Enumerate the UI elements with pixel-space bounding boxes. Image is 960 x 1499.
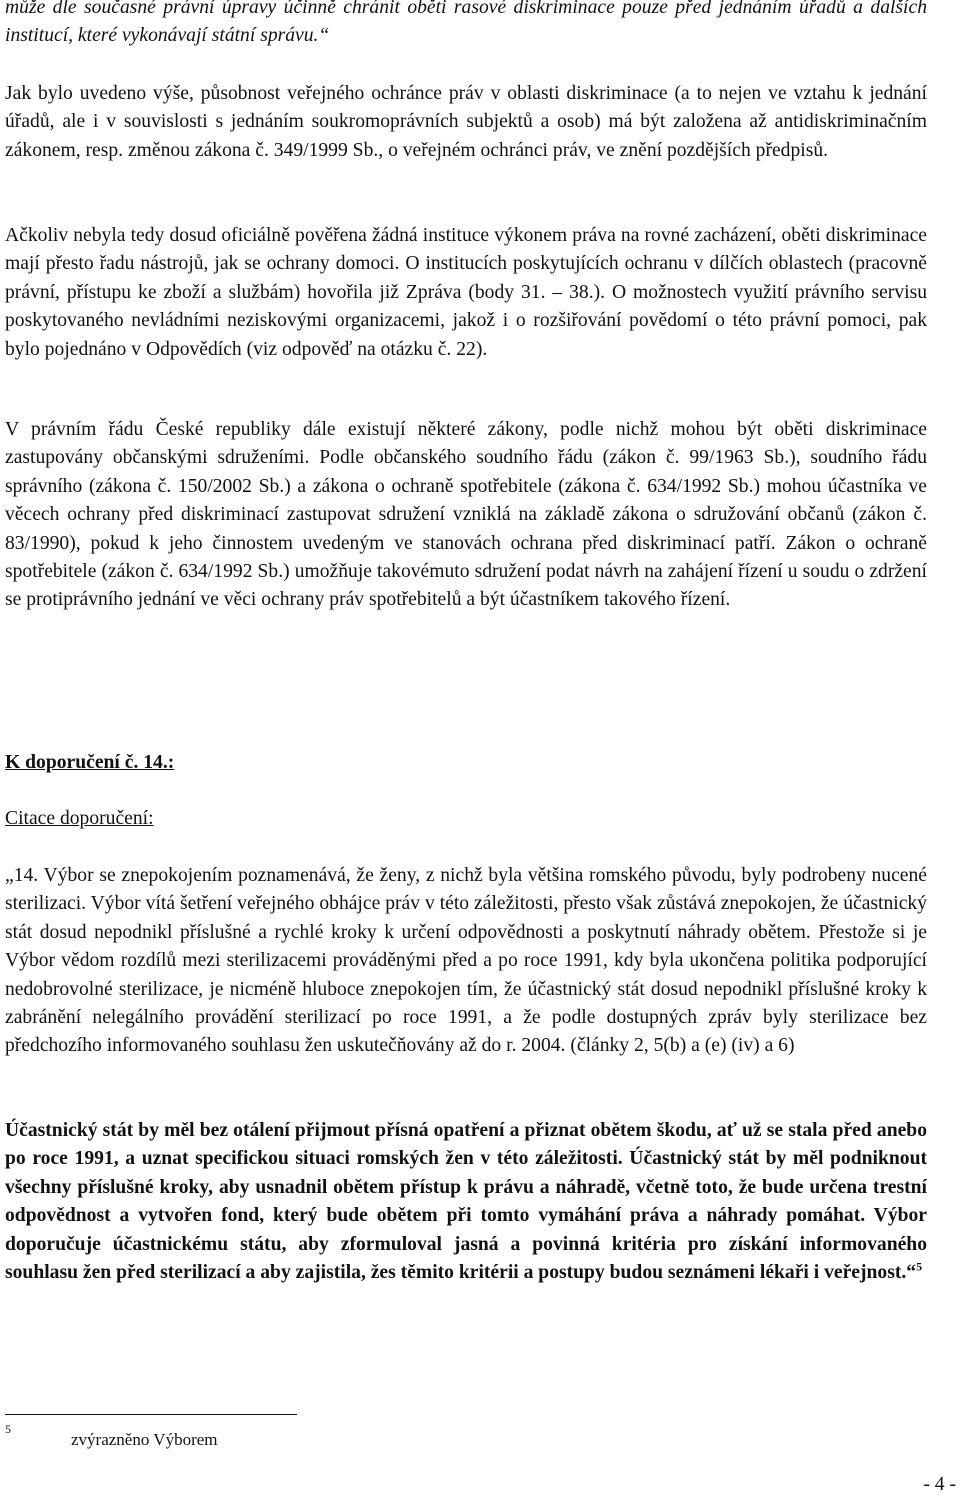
section-heading: K doporučení č. 14.: [5, 752, 175, 773]
footnote-number: 5 [5, 1422, 11, 1436]
footnote-reference[interactable]: 5 [916, 1259, 923, 1274]
page-number: - 4 - [923, 1474, 956, 1495]
section-recommendation [5, 1117, 927, 1287]
section-ombudsman [5, 80, 927, 165]
paragraph-ombudsman: Jak bylo uvedeno výše, působnost veřejného ochránce práv v oblasti diskriminace (a to nejen ve vztahu k jednání úřadů, ale i v souvislosti s jednáním soukromoprávních subjektů a osob) má být založena až antidiskriminačním zákonem, resp. změnou zákona č. 349/1999 Sb., o veřejném ochránci práv, ve znění pozdějších předpisů. [5, 83, 927, 161]
section-institutions [5, 222, 927, 364]
citation-paragraph: „14. Výbor se znepokojením poznamenává, že ženy, z nichž byla většina romského původu, byly podrobeny nucené sterilizaci. Výbor vítá šetření veřejného obhájce práv v této záležitosti, přesto však zůstává znepokojen, že účastnický stát dosud nepodnikl příslušné a rychlé kroky k určení odpovědnosti a poskytnutí náhrady obětem. Přestože si je Výbor vědom rozdílů mezi sterilizacemi prováděnými před a po roce 1991, kdy byla ukončena politika podporující nedobrovolné sterilizace, je nicméně hluboce znepokojen tím, že účastnický stát dosud nepodnikl příslušné kroky k zabránění nelegálního provádění sterilizací po roce 1991, a že podle dostupných zpráv byly sterilizace bez předchozího informovaného souhlasu žen uskutečňovány až do r. 2004. (články 2, 5(b) a (e) (iv) a 6) [5, 865, 927, 1057]
section-citation [5, 862, 927, 1061]
recommendation-paragraph [5, 1117, 927, 1287]
footnote-text: zvýrazněno Výborem [71, 1430, 218, 1449]
section-subheading: Citace doporučení: [5, 808, 154, 829]
paragraph-institutions: Ačkoliv nebyla tedy dosud oficiálně pověřena žádná instituce výkonem práva na rovné zacházení, oběti diskriminace mají přesto řadu nástrojů, jak se ochrany domoci. O institucích poskytujících ochranu v dílčích oblastech (pracovně právní, přístupu ke zboží a službám) hovořila již Zpráva (body 31. – 38.). O možnostech využití právního servisu poskytovaného nevládními neziskovými organizacemi, jakož i o rozšiřování povědomí o této právní pomoci, pak bylo pojednáno v Odpovědích (viz odpověď na otázku č. 22). [5, 225, 927, 360]
paragraph-laws: V právním řádu České republiky dále existují některé zákony, podle nichž mohou být oběti diskriminace zastupovány občanskými sdruženími. Podle občanského soudního řádu (zákon č. 99/1963 Sb.), soudního řádu správního (zákona č. 150/2002 Sb.) a zákona o ochraně spotřebitele (zákona č. 634/1992 Sb.) mohou účastníka ve věcech ochrany před diskriminací zastupovat sdružení vzniklá na základě zákona o sdružování občanů (zákon č. 83/1990), pokud k jeho činnostem uvedeným ve stanovách ochrana před diskriminací patří. Zákon o ochraně spotřebitele (zákon č. 634/1992 Sb.) umožňuje takovémuto sdružení podat návrh na zahájení řízení u soudu o zdržení se protiprávního jednání ve věci ochrany práv spotřebitelů a být účastníkem takového řízení. [5, 419, 927, 611]
recommendation-text: Účastnický stát by měl bez otálení přijmout přísná opatření a přiznat obětem škodu, ať už se stala před anebo po roce 1991, a uznat specifickou situaci romských žen v této záležitosti. Účastnický stát by měl podniknout všechny příslušné kroky, aby usnadnil obětem přístup k právu a náhradě, včetně toto, že bude určena trestní odpovědnost a vytvořen fond, který bude obětem při tomto vymáhání práva a náhrady pomáhat. Výbor doporučuje účastnickému státu, aby zformuloval jasná a povinná kritéria pro získání informovaného souhlasu žen před sterilizací a aby zajistila, žes těmito kritérii a postupy budou seznámeni lékaři i veřejnost.“ [5, 1120, 927, 1284]
intro-paragraph: může dle současné právní úpravy účinně chránit oběti rasové diskriminace pouze před jednáním úřadů a dalších institucí, které vykonávají státní správu.“ [5, 0, 927, 47]
section-laws [5, 416, 927, 615]
footnote-divider [5, 1414, 297, 1415]
intro-section [5, 0, 927, 51]
